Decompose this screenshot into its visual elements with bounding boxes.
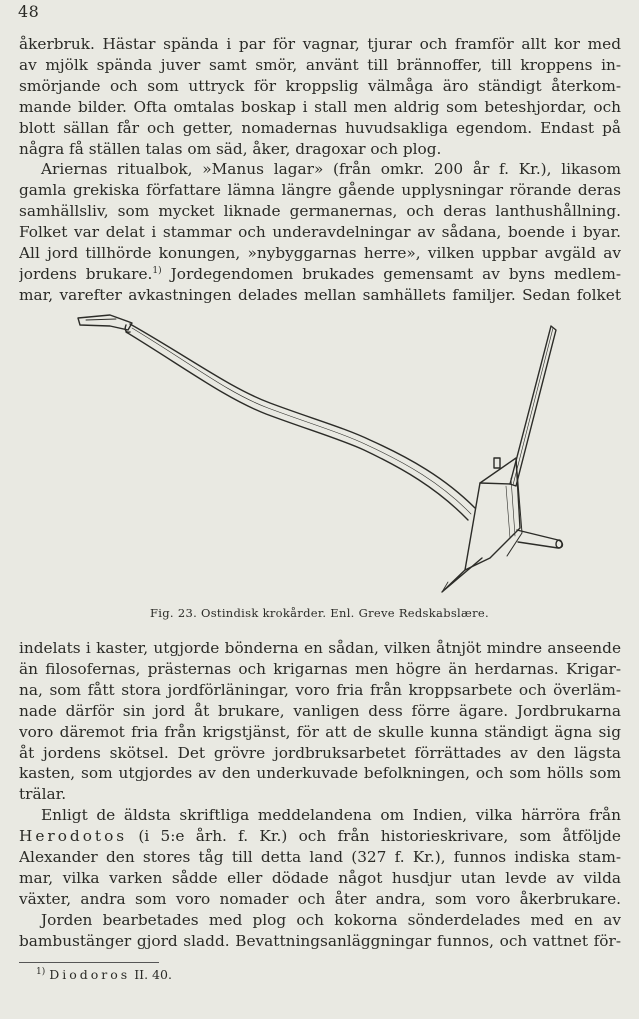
text-line: nade därför sin jord åt brukare, vanligen dess förre ägare. Jordbrukarna [19, 701, 621, 720]
text-line: indelats i kaster, utgjorde bönderna en sådan, vilken åtnjöt mindre anseende [19, 639, 621, 657]
body-text-bottom [19, 638, 621, 952]
text-line: Alexander den stores tåg till detta land (327 f. Kr.), funnos indiska stam- [19, 848, 621, 867]
footnote-marker: 1) [36, 966, 46, 977]
plough-illustration [70, 308, 570, 598]
text-line: mar, vilka varken sådde eller dödade något husdjur utan levde av vilda [19, 868, 621, 887]
text-line: växter, andra som voro nomader och åter andra, som voro åkerbrukare. [19, 889, 621, 908]
author-name: Herodotos [19, 827, 128, 846]
text-line [19, 826, 621, 847]
text-line: några få ställen talas om säd, åker, dragoxar och plog. [19, 139, 442, 158]
text-line: gamla grekiska författare lämna längre gående upplysningar rörande deras [19, 181, 621, 200]
text-line: Jorden bearbetades med plog och kokorna sönderdelades med en av [41, 910, 621, 929]
text-line: voro däremot fria från krigstjänst, för att de skulle kunna ständigt ägna sig [19, 722, 621, 741]
text-line: Folket var delat i stammar och underavdelningar av sådana, boende i byar. [19, 223, 621, 242]
text-line: blott sällan får och getter, nomadernas huvudsakliga egendom. Endast på [19, 118, 621, 137]
footnote [36, 967, 172, 982]
text-segment: (i 5:e årh. f. Kr.) och från historieskrivare, som åtföljde [138, 827, 621, 846]
text-segment: Jordegendomen brukades gemensamt av byns medlem- [170, 264, 621, 283]
text-line: mande bilder. Ofta omtalas boskap i stall men aldrig som beteshjordar, och [19, 97, 621, 116]
footnote-marker: 1) [152, 265, 162, 276]
footnote-divider [19, 962, 159, 963]
text-line: Ariernas ritualbok, »Manus lagar» (från omkr. 200 år f. Kr.), likasom [41, 160, 621, 179]
text-line: åt jordens skötsel. Det grövre jordbruksarbetet förrättades av den lägsta [19, 743, 621, 762]
text-line [19, 264, 621, 285]
text-line: än filosofernas, prästernas och krigarnas men högre än herdarnas. Krigar- [19, 659, 621, 678]
plough-drawing [70, 308, 570, 598]
text-line: All jord tillhörde konungen, »nybyggarnas herre», vilken uppbar avgäld av [19, 244, 621, 263]
text-line: smörjande och som uttryck för kroppslig välmåga äro ständigt återkom- [19, 76, 621, 95]
text-line: mar, varefter avkastningen delades mellan samhällets familjer. Sedan folket [19, 285, 621, 304]
text-line: kasten, som utgjordes av den underkuvade befolkningen, och som hölls som [19, 764, 621, 783]
text-line: samhällsliv, som mycket liknade germanernas, och deras lanthushållning. [19, 202, 621, 221]
text-line: trälar. [19, 785, 67, 804]
page-number: 48 [18, 2, 40, 21]
footnote-reference: II. 40. [134, 967, 172, 982]
text-line: bambustänger gjord sladd. Bevattningsanläggningar funnos, och vattnet för- [19, 931, 621, 950]
footnote-author: Diodoros [49, 967, 131, 982]
body-text-top [19, 34, 621, 306]
text-line: av mjölk spända juver samt smör, använt till brännoffer, till kroppens in- [19, 55, 621, 74]
text-line: åkerbruk. Hästar spända i par för vagnar, tjurar och framför allt kor med [19, 35, 621, 53]
figure-caption: Fig. 23. Ostindisk krokårder. Enl. Greve Redskabslære. [150, 606, 489, 620]
text-line: na, som fått stora jordförläningar, voro fria från kroppsarbete och överläm- [19, 680, 621, 699]
text-line: Enligt de äldsta skriftliga meddelandena om Indien, vilka härröra från [41, 806, 621, 825]
footnote-ref-text: jordens brukare. [19, 264, 153, 283]
